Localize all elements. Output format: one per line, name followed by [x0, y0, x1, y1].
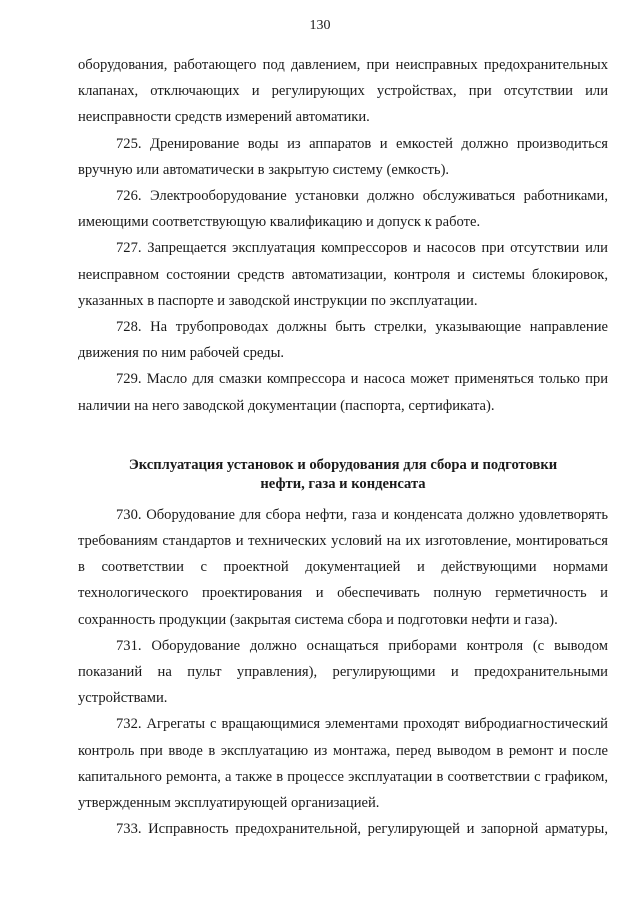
section-heading: [78, 456, 608, 494]
paragraph-732: 732. Агрегаты с вращающимися элементами проходят вибродиагностический контроль при вводе в эксплуатацию из монтажа, перед выводом в ремонт и после капитального ремонта, а также в процессе эксплуатации в соответствии с графиком, утвержденным эксплуатирующей организацией.: [78, 716, 608, 812]
paragraph-728: 728. На трубопроводах должны быть стрелки, указывающие направление движения по ним рабочей среды.: [78, 319, 608, 362]
section-heading-line-1: Эксплуатация установок и оборудования для сбора и подготовки: [128, 456, 558, 473]
paragraph-continuation: оборудования, работающего под давлением, при неисправных предохранительных клапанах, отключающих и регулирующих устройствах, при отсутствии или неисправности средств измерений автоматики.: [78, 57, 608, 126]
page-number: 130: [309, 18, 331, 33]
paragraph-733: 733. Исправность предохранительной, регулирующей и запорной арматуры,: [116, 821, 608, 838]
paragraph-726: 726. Электрооборудование установки должно обслуживаться работниками, имеющими соответствующую квалификацию и допуск к работе.: [78, 188, 608, 231]
paragraph-730: 730. Оборудование для сбора нефти, газа и конденсата должно удовлетворять требованиям стандартов и технических условий на их изготовление, монтироваться в соответствии с проектной документацией и действующими нормами технологического проектирования и обеспечивать полную герметичность и сохранность продукции (закрытая система сбора и подготовки нефти и газа).: [78, 506, 608, 628]
paragraph-729: 729. Масло для смазки компрессора и насоса может применяться только при наличии на него заводской документации (паспорта, сертификата).: [78, 371, 608, 414]
paragraph-731: 731. Оборудование должно оснащаться приборами контроля (с выводом показаний на пульт управления), регулирующими и предохранительными устройствами.: [78, 637, 608, 707]
section-heading-line-2: нефти, газа и конденсата: [260, 475, 426, 492]
document-body: [78, 52, 608, 842]
paragraph-727: 727. Запрещается эксплуатация компрессоров и насосов при отсутствии или неисправном состоянии средств автоматизации, контроля и системы блокировок, указанных в паспорте и заводской инструкции по эксплуатации.: [78, 240, 608, 309]
paragraph-725: 725. Дренирование воды из аппаратов и емкостей должно производиться вручную или автоматически в закрытую систему (емкость).: [78, 135, 608, 178]
